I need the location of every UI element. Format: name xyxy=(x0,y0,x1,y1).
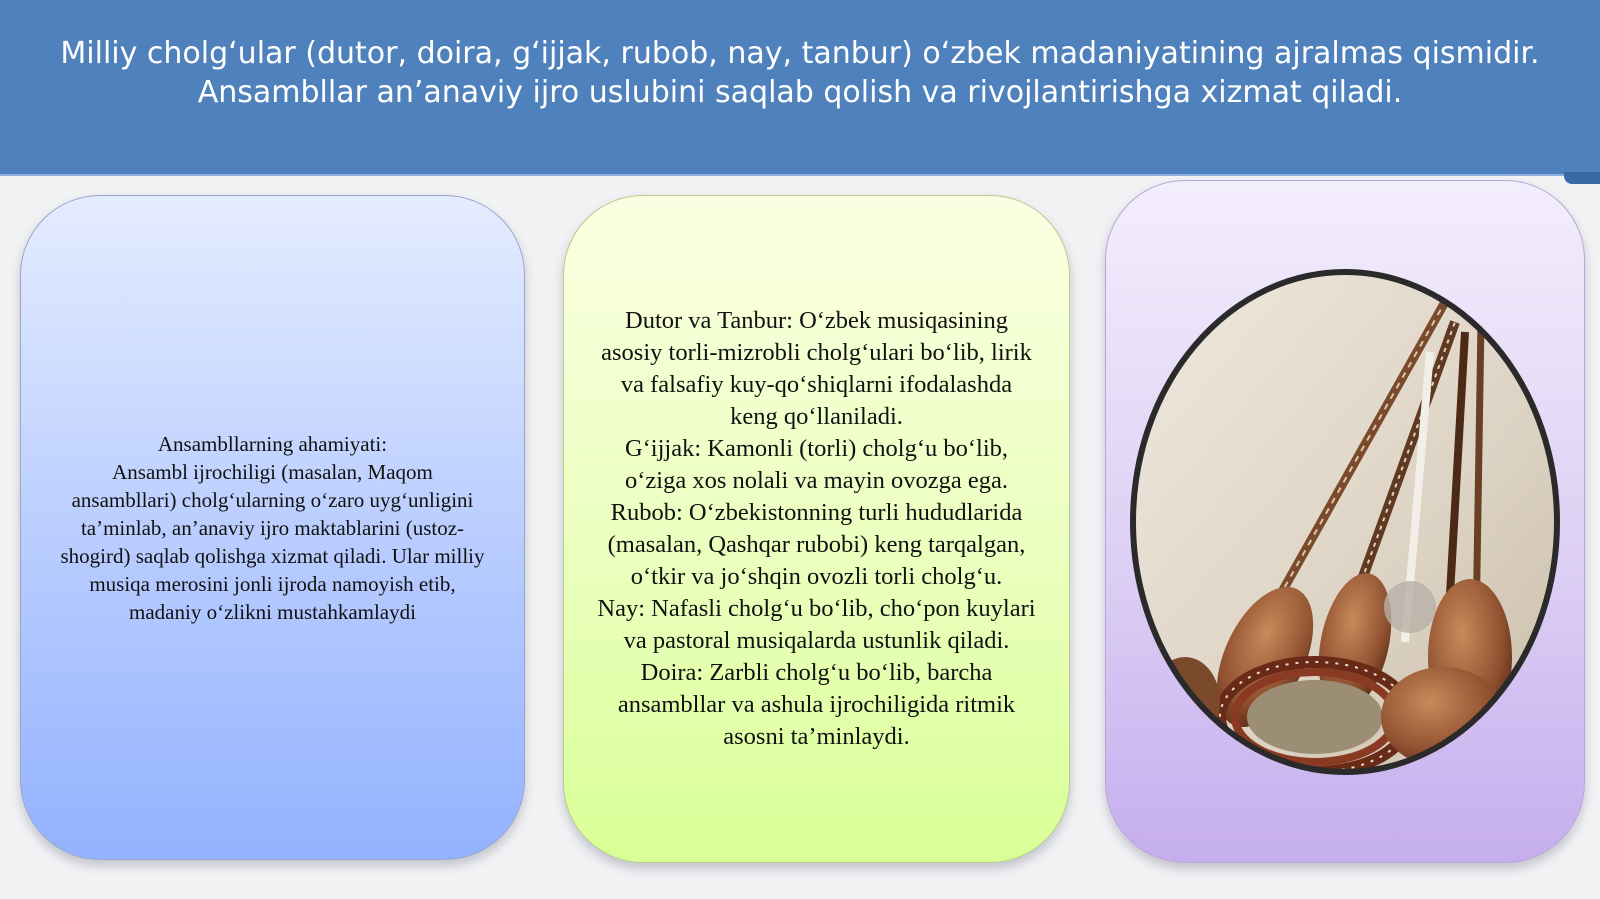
instrument-item-dutor-tanbur: Dutor va Tanbur: O‘zbek musiqasining asosiy torli-mizrobli cholg‘ulari bo‘lib, lirik va falsafiy kuy-qo‘shiqlarni ifodalashda keng qo‘llaniladi. xyxy=(601,307,1032,430)
instrument-item-nay: Nay: Nafasli cholg‘u bo‘lib, cho‘pon kuylari va pastoral musiqalarda ustunlik qiladi. xyxy=(597,595,1036,654)
ensemble-importance-body: Ansambl ijrochiligi (masalan, Maqom ansambllari) cholg‘ularning o‘zaro uyg‘unligini ta’minlab, an’anaviy ijro maktablarini (ustoz-shogird) saqlab qolishga xizmat qiladi. Ular milliy musiqa merosini jonli ijroda namoyish etib, madaniy o‘zlikni mustahkamlaydi xyxy=(60,459,485,624)
banner-accent xyxy=(1564,172,1600,184)
instruments-photo xyxy=(1125,262,1565,782)
banner-line-1: Milliy cholg‘ular (dutor, doira, g‘ijjak, rubob, nay, tanbur) o‘zbek madaniyatining ajralmas qismidir. xyxy=(60,36,1540,71)
ensemble-importance-card xyxy=(20,195,525,860)
banner-line-2: Ansambllar an’anaviy ijro uslubini saqlab qolish va rivojlantirishga xizmat qiladi. xyxy=(197,75,1403,110)
instruments-description-text xyxy=(597,305,1037,753)
ensemble-importance-text xyxy=(58,430,488,626)
instrument-item-gijjak: G‘ijjak: Kamonli (torli) cholg‘u bo‘lib, o‘ziga xos nolali va mayin ovozga ega. xyxy=(624,435,1009,494)
instruments-description-card xyxy=(563,195,1070,863)
ensemble-importance-heading: Ansambllarning ahamiyati: xyxy=(157,431,388,456)
title-banner xyxy=(0,0,1600,176)
instrument-item-rubob: Rubob: O‘zbekistonning turli hududlarida (masalan, Qashqar rubobi) keng tarqalgan, o‘tkir va jo‘shqin ovozli torli cholg‘u. xyxy=(607,499,1026,590)
instruments-photo-card xyxy=(1105,180,1585,863)
instrument-item-doira: Doira: Zarbli cholg‘u bo‘lib, barcha ansambllar va ashula ijrochiligida ritmik asosni ta’minlaydi. xyxy=(617,659,1016,750)
